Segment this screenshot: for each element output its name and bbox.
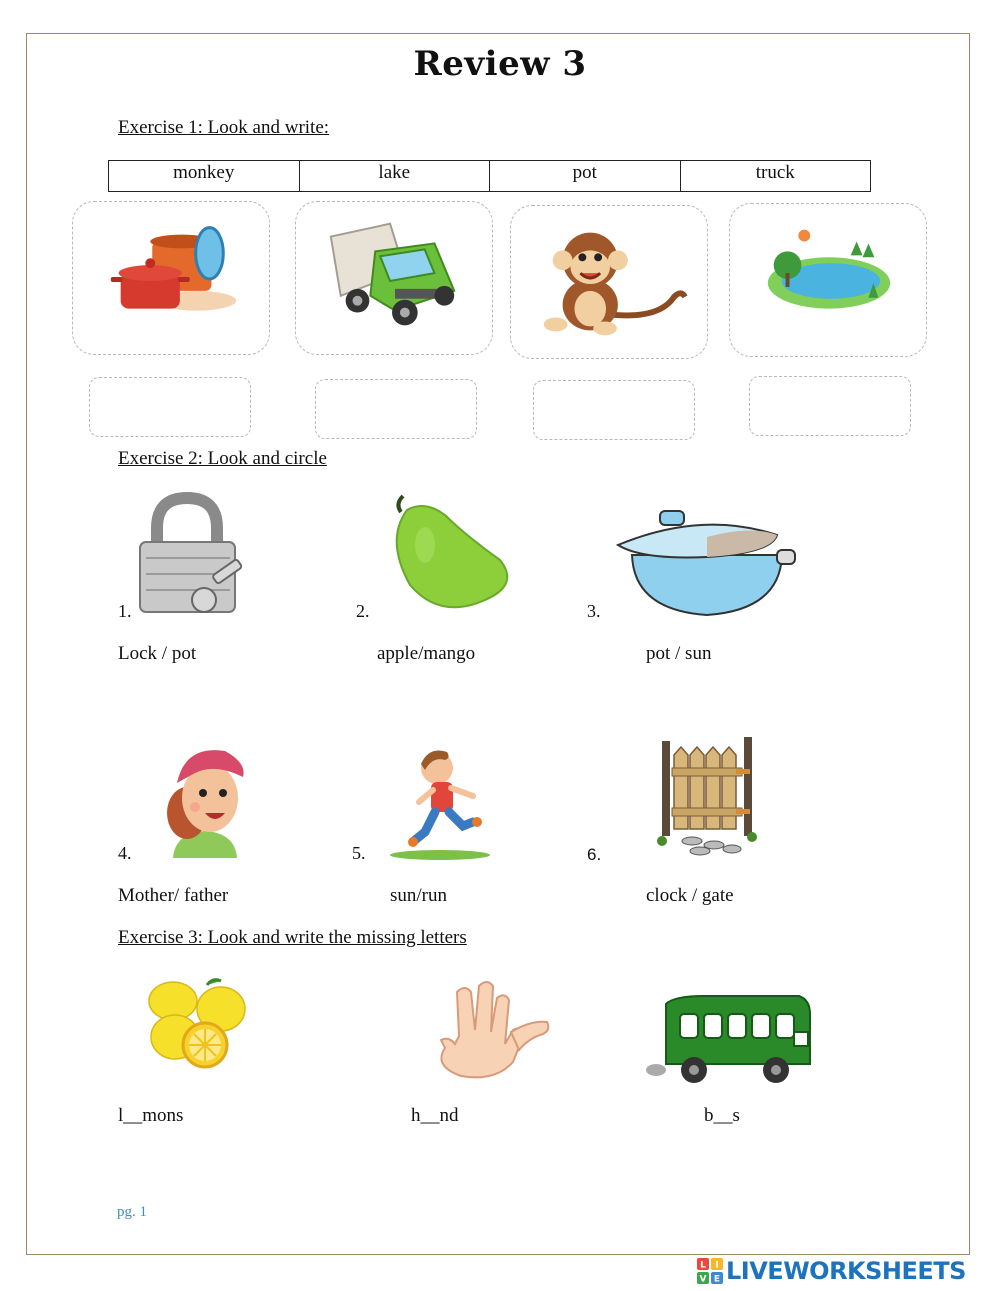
logo-letter: V: [699, 1274, 707, 1284]
exercise-1-heading: Exercise 1: Look and write:: [118, 117, 330, 138]
pot-icon: [612, 505, 802, 623]
hand-icon: [425, 970, 553, 1082]
missing-letters-word[interactable]: b__s: [704, 1105, 740, 1126]
word-bank-cell: truck: [755, 162, 795, 183]
word-bank-cell: lake: [300, 161, 491, 191]
picture-card-lake: [729, 203, 927, 357]
lemons-icon: [143, 975, 251, 1075]
answer-box-3[interactable]: [533, 380, 695, 440]
running-boy-icon: [385, 740, 490, 860]
truck-icon: [296, 202, 492, 354]
answer-box-4[interactable]: [749, 376, 911, 436]
item-number: 1.: [118, 601, 132, 621]
item-choices[interactable]: sun/run: [390, 885, 447, 906]
item-choices[interactable]: apple/mango: [377, 643, 476, 664]
item-choices[interactable]: clock / gate: [646, 885, 734, 906]
item-choices[interactable]: Lock / pot: [118, 643, 197, 664]
lake-icon: [730, 204, 926, 356]
exercise-3-heading: Exercise 3: Look and write the missing letters: [118, 927, 467, 948]
item-number: 3.: [587, 601, 601, 621]
lock-icon: [132, 490, 250, 618]
answer-box-2[interactable]: [315, 379, 477, 439]
item-number: 4.: [118, 843, 132, 863]
pots-icon: [73, 202, 269, 354]
picture-card-monkey: [510, 205, 708, 359]
item-choices[interactable]: Mother/ father: [118, 885, 229, 906]
item-number: 5.: [352, 843, 366, 863]
item-choices[interactable]: pot / sun: [646, 643, 712, 664]
logo-letter: I: [715, 1260, 719, 1271]
word-bank-table: [108, 160, 871, 192]
logo-letter: L: [700, 1260, 706, 1271]
brand-name: LIVEWORKSHEETS: [726, 1257, 966, 1285]
mother-icon: [155, 743, 255, 858]
missing-letters-word[interactable]: h__nd: [411, 1105, 459, 1126]
page-number: pg. 1: [117, 1204, 147, 1220]
page-title: Review 3: [413, 44, 587, 84]
word-bank-cell: monkey: [109, 161, 300, 191]
answer-box-1[interactable]: [89, 377, 251, 437]
item-number: 6.: [587, 845, 602, 864]
bus-icon: [644, 992, 812, 1087]
liveworksheets-logo-icon: [697, 1258, 723, 1284]
liveworksheets-brand[interactable]: [697, 1256, 966, 1286]
mango-icon: [385, 490, 520, 615]
item-number: 2.: [356, 601, 370, 621]
picture-card-pots: [72, 201, 270, 355]
exercise-2-heading: Exercise 2: Look and circle: [118, 448, 327, 469]
picture-card-truck: [295, 201, 493, 355]
word-bank-cell: pot: [490, 161, 681, 191]
gate-icon: [652, 733, 764, 858]
logo-letter: E: [713, 1274, 721, 1284]
missing-letters-word[interactable]: l__mons: [118, 1105, 184, 1126]
monkey-icon: [511, 206, 707, 358]
